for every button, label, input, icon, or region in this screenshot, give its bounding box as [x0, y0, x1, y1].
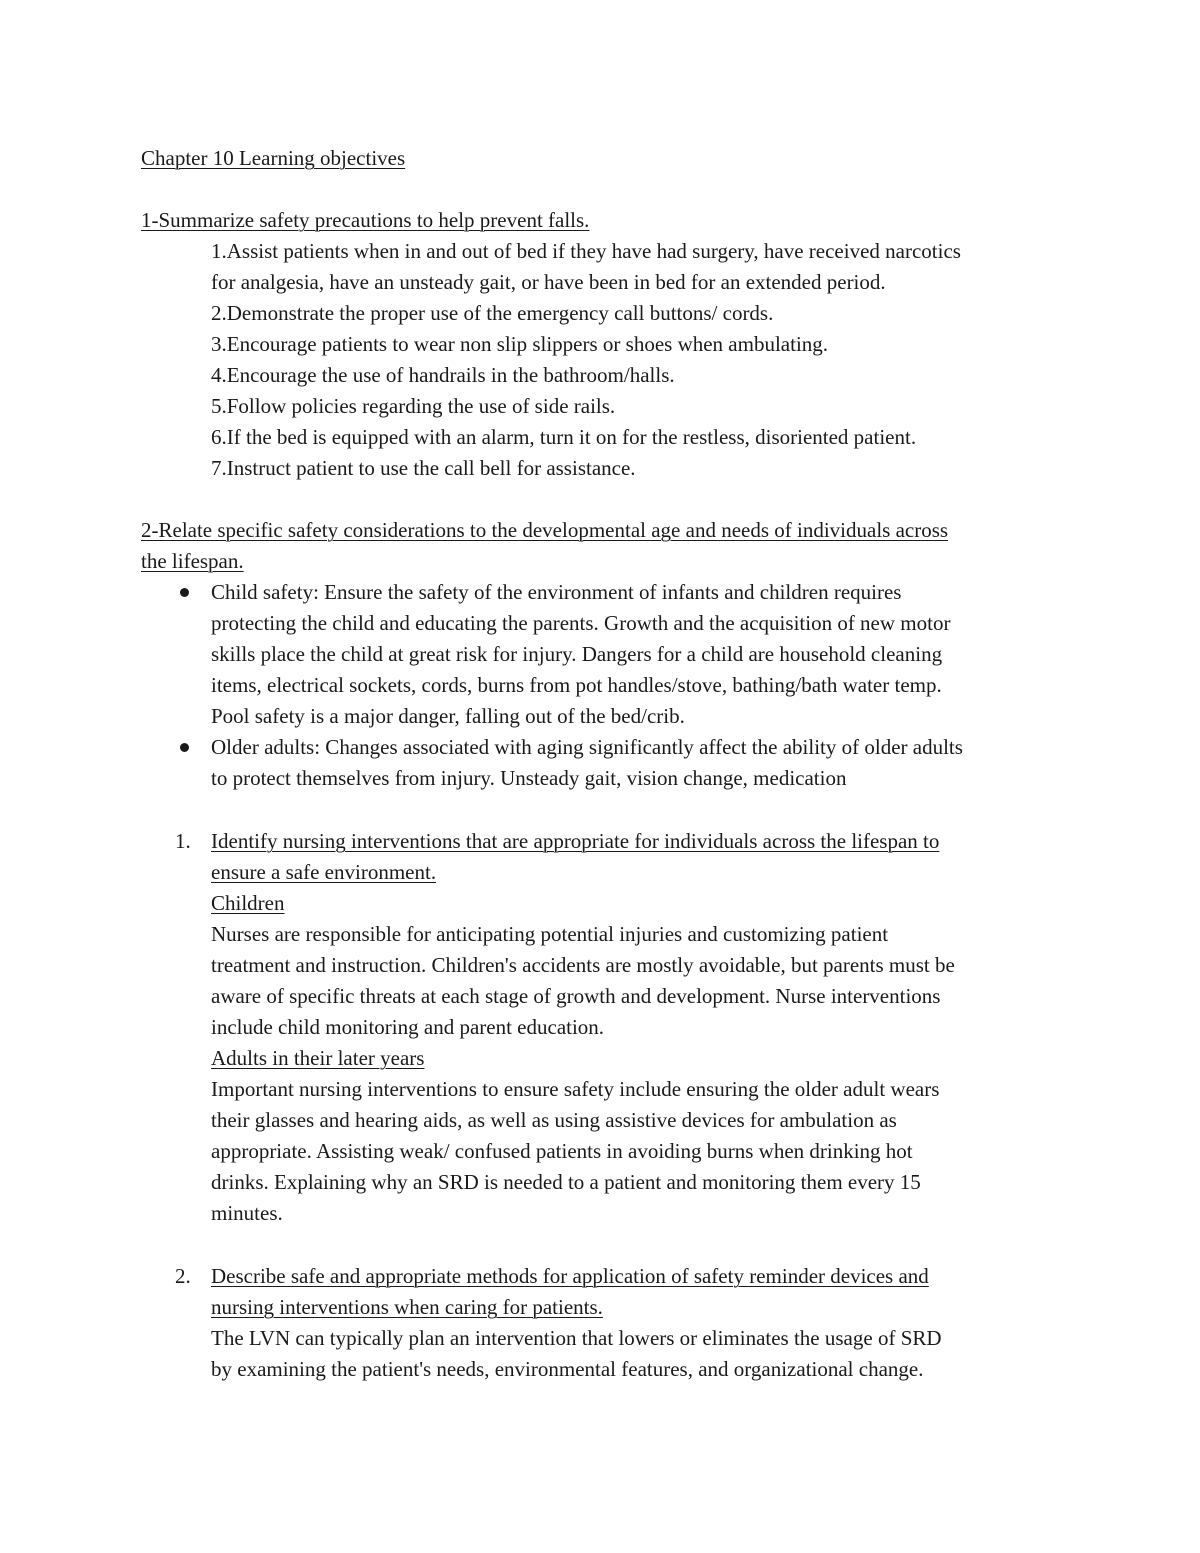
bullet-marker — [180, 743, 189, 752]
srd-paragraph-line: by examining the patient's needs, environmental features, and organizational change. — [211, 1357, 924, 1381]
children-paragraph-line: aware of specific threats at each stage of growth and development. Nurse interventions — [211, 984, 941, 1008]
objective-1-line: 4.Encourage the use of handrails in the bathroom/halls. — [211, 363, 675, 387]
bullet-child-safety-line: protecting the child and educating the parents. Growth and the acquisition of new motor — [211, 611, 951, 635]
older-adults-paragraph-line: drinks. Explaining why an SRD is needed to a patient and monitoring them every 15 — [211, 1170, 921, 1194]
bullet-child-safety-line: skills place the child at great risk for injury. Dangers for a child are household cleaning — [211, 642, 943, 666]
objective-1-line: 5.Follow policies regarding the use of side rails. — [211, 394, 616, 418]
objective-2-heading: 2-Relate specific safety considerations to the developmental age and needs of individuals across — [141, 518, 949, 542]
older-adults-paragraph-line: their glasses and hearing aids, as well as using assistive devices for ambulation as — [211, 1108, 897, 1132]
bullet-older-adults-line: Older adults: Changes associated with aging significantly affect the ability of older adults — [211, 735, 963, 759]
numbered-1-heading: Identify nursing interventions that are appropriate for individuals across the lifespan to — [211, 829, 940, 853]
older-adults-paragraph-line: appropriate. Assisting weak/ confused patients in avoiding burns when drinking hot — [211, 1139, 913, 1163]
numbered-1-heading: ensure a safe environment. — [211, 860, 437, 884]
objective-1-heading: 1-Summarize safety precautions to help prevent falls. — [141, 208, 590, 232]
list-number: 2. — [175, 1264, 191, 1288]
objective-1-line: 1.Assist patients when in and out of bed if they have had surgery, have received narcotics — [211, 239, 961, 263]
document-title: Chapter 10 Learning objectives — [141, 146, 406, 170]
older-adults-paragraph-line: Important nursing interventions to ensure safety include ensuring the older adult wears — [211, 1077, 940, 1101]
objective-1-line: 6.If the bed is equipped with an alarm, turn it on for the restless, disoriented patient. — [211, 425, 917, 449]
bullet-child-safety-line: items, electrical sockets, cords, burns from pot handles/stove, bathing/bath water temp. — [211, 673, 942, 697]
list-number: 1. — [175, 829, 191, 853]
older-adults-subheading: Adults in their later years — [211, 1046, 425, 1070]
srd-paragraph-line: The LVN can typically plan an intervention that lowers or eliminates the usage of SRD — [211, 1326, 942, 1350]
bullet-child-safety-line: Child safety: Ensure the safety of the environment of infants and children requires — [211, 580, 902, 604]
objective-1-line: 2.Demonstrate the proper use of the emergency call buttons/ cords. — [211, 301, 774, 325]
objective-1-line: 3.Encourage patients to wear non slip slippers or shoes when ambulating. — [211, 332, 829, 356]
children-paragraph-line: Nurses are responsible for anticipating potential injuries and customizing patient — [211, 922, 889, 946]
children-paragraph-line: include child monitoring and parent education. — [211, 1015, 605, 1039]
numbered-2-heading: nursing interventions when caring for patients. — [211, 1295, 603, 1319]
children-subheading: Children — [211, 891, 285, 915]
objective-1-line: for analgesia, have an unsteady gait, or have been in bed for an extended period. — [211, 270, 886, 294]
numbered-2-heading: Describe safe and appropriate methods for application of safety reminder devices and — [211, 1264, 929, 1288]
bullet-older-adults-line: to protect themselves from injury. Unsteady gait, vision change, medication — [211, 766, 847, 790]
objective-2-heading: the lifespan. — [141, 549, 244, 573]
children-paragraph-line: treatment and instruction. Children's accidents are mostly avoidable, but parents must be — [211, 953, 955, 977]
bullet-child-safety-line: Pool safety is a major danger, falling out of the bed/crib. — [211, 704, 685, 728]
bullet-marker — [180, 588, 189, 597]
older-adults-paragraph-line: minutes. — [211, 1201, 283, 1225]
objective-1-line: 7.Instruct patient to use the call bell for assistance. — [211, 456, 636, 480]
